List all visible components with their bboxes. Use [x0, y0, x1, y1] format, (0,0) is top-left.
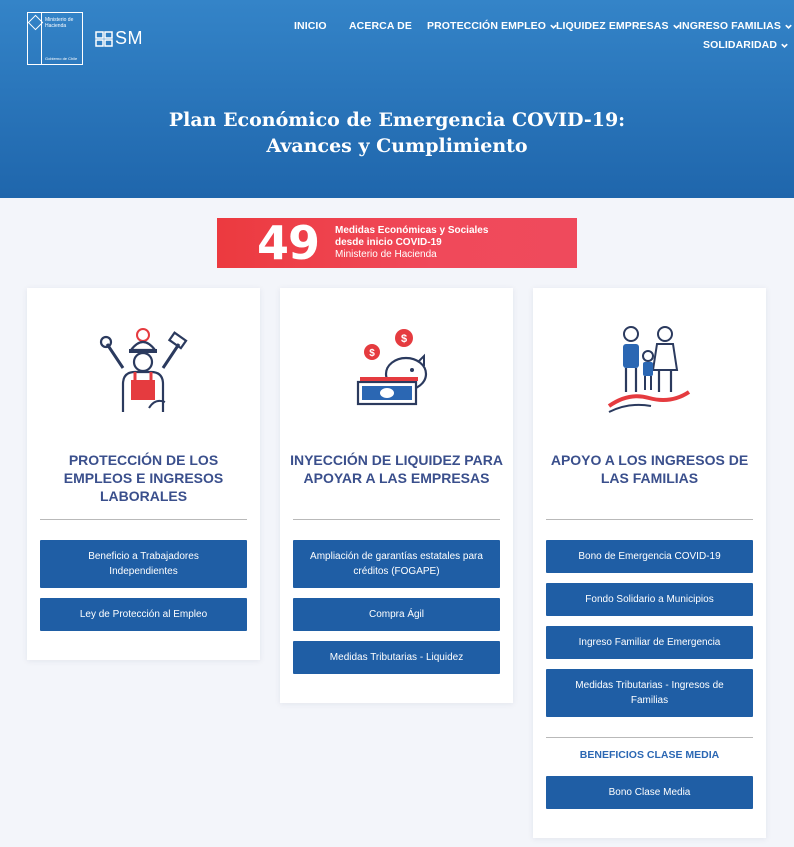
btn-ley-proteccion-empleo[interactable]: Ley de Protección al Empleo [40, 598, 247, 631]
ministry-logo-line: Hacienda [45, 23, 67, 29]
chevron-down-icon [784, 22, 793, 31]
banner-number: 49 [257, 218, 320, 268]
btn-ingreso-familiar[interactable]: Ingreso Familiar de Emergencia [546, 626, 753, 659]
nav-item-solidaridad[interactable]: SOLIDARIDAD [703, 39, 789, 51]
btn-bono-clase-media[interactable]: Bono Clase Media [546, 776, 753, 809]
divider [546, 519, 753, 520]
ministry-logo[interactable] [27, 12, 83, 65]
piggy-bank-money-icon [346, 322, 446, 418]
btn-medidas-tributarias-familias[interactable]: Medidas Tributarias - Ingresos de Familias [546, 669, 753, 717]
ministry-logo-line: Ministerio de [45, 17, 74, 23]
main-nav [292, 20, 788, 70]
worker-tools-icon [93, 322, 193, 418]
ministry-logo-footer: Gobierno de Chile [45, 56, 78, 61]
card-inyeccion-liquidez [280, 288, 513, 703]
svg-text:$: $ [400, 333, 408, 345]
page-title: Plan Económico de Emergencia COVID-19: Avances y Cumplimiento [168, 109, 626, 157]
btn-fogape[interactable]: Ampliación de garantías estatales para créditos (FOGAPE) [293, 540, 500, 588]
sm-logo-text: SM [115, 28, 143, 48]
btn-bono-emergencia[interactable]: Bono de Emergencia COVID-19 [546, 540, 753, 573]
family-hand-icon [599, 322, 699, 418]
btn-compra-agil[interactable]: Compra Ágil [293, 598, 500, 631]
btn-fondo-solidario[interactable]: Fondo Solidario a Municipios [546, 583, 753, 616]
nav-item-acerca-de[interactable]: ACERCA DE [349, 20, 412, 32]
btn-medidas-tributarias-liquidez[interactable]: Medidas Tributarias - Liquidez [293, 641, 500, 674]
nav-item-inicio[interactable]: INICIO [294, 20, 327, 32]
svg-text:$: $ [369, 348, 375, 359]
banner-text: Medidas Económicas y Sociales desde inicio COVID-19 Ministerio de Hacienda [335, 225, 489, 260]
ministry-logo-mark [28, 13, 42, 64]
card-title: PROTECCIÓN DE LOS EMPLEOS E INGRESOS LABORALES [63, 452, 224, 504]
nav-item-liquidez-empresas[interactable]: LIQUIDEZ EMPRESAS [556, 20, 681, 32]
sm-logo-icon [95, 30, 113, 48]
sm-logo[interactable] [95, 28, 143, 49]
card-title: APOYO A LOS INGRESOS DE LAS FAMILIAS [550, 452, 749, 486]
chevron-down-icon [780, 41, 789, 50]
btn-beneficio-trabajadores[interactable]: Beneficio a Trabajadores Independientes [40, 540, 247, 588]
card-title: INYECCIÓN DE LIQUIDEZ PARA APOYAR A LAS EMPRESAS [290, 452, 503, 486]
nav-item-ingreso-familias[interactable]: INGRESO FAMILIAS [679, 20, 793, 32]
card-apoyo-familias [533, 288, 766, 838]
nav-item-proteccion-empleo[interactable]: PROTECCIÓN EMPLEO [427, 20, 558, 32]
header-hero [0, 0, 794, 198]
card-proteccion-empleos [27, 288, 260, 660]
divider [293, 519, 500, 520]
divider [40, 519, 247, 520]
subsection-title: BENEFICIOS CLASE MEDIA [579, 749, 720, 761]
divider [546, 737, 753, 738]
measures-banner[interactable] [217, 218, 577, 268]
